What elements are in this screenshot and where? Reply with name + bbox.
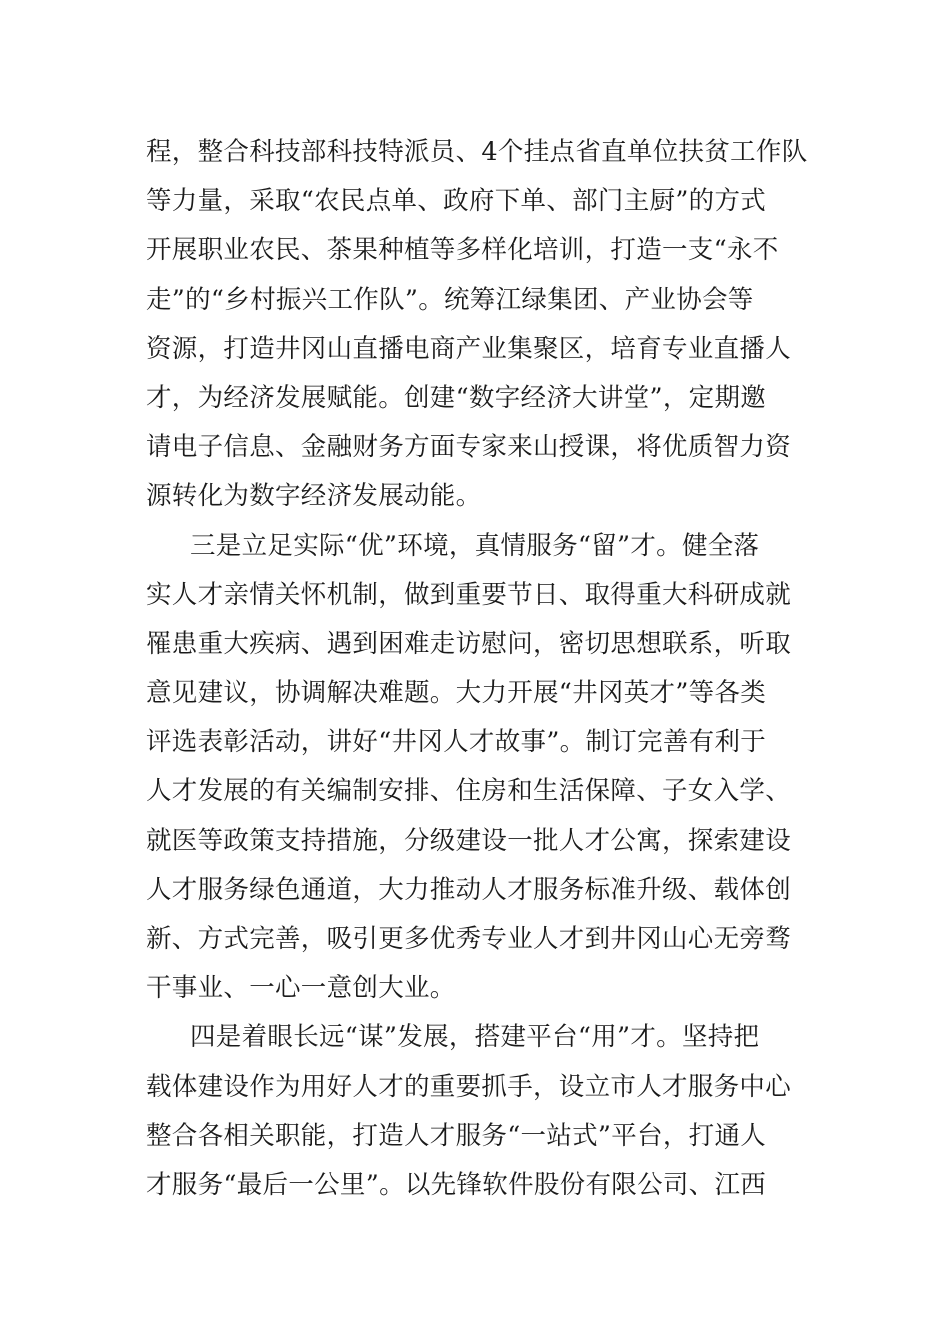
paragraph-heading-line: 四是着眼长远“谋”发展，搭建平台“用”才。坚持把 [190, 1022, 760, 1053]
text-line: 才，为经济发展赋能。创建“数字经济大讲堂”，定期邀 [146, 382, 767, 413]
text-line: 新、方式完善，吸引更多优秀专业人才到井冈山心无旁骛 [146, 924, 792, 954]
text-line: 意见建议，协调解决难题。大力开展“井冈英才”等各类 [146, 678, 767, 709]
text-line: 整合各相关职能，打造人才服务“一站式”平台，打通人 [146, 1120, 767, 1151]
paragraph-heading-line: 三是立足实际“优”环境，真情服务“留”才。健全落 [190, 530, 760, 561]
text-line: 程，整合科技部科技特派员、4个挂点省直单位扶贫工作队 [146, 137, 808, 167]
text-line: 干事业、一心一意创大业。 [146, 973, 456, 1004]
text-line: 人才发展的有关编制安排、住房和生活保障、子女入学、 [146, 776, 792, 807]
text-line: 等力量，采取“农民点单、政府下单、部门主厨”的方式 [146, 186, 767, 217]
text-line: 源转化为数字经济发展动能。 [146, 481, 482, 512]
text-line: 人才服务绿色通道，大力推动人才服务标准升级、载体创 [146, 874, 792, 905]
text-line: 走”的“乡村振兴工作队”。统筹江绿集团、产业协会等 [146, 284, 754, 315]
text-line: 就医等政策支持措施，分级建设一批人才公寓，探索建设 [146, 825, 792, 856]
text-line: 罹患重大疾病、遇到困难走访慰问，密切思想联系，听取 [146, 628, 792, 659]
text-line: 评选表彰活动，讲好“井冈人才故事”。制订完善有利于 [146, 727, 767, 758]
text-line: 载体建设作为用好人才的重要抓手，设立市人才服务中心 [146, 1071, 792, 1102]
text-line: 实人才亲情关怀机制，做到重要节日、取得重大科研成就 [146, 579, 792, 610]
text-line: 才服务“最后一公里”。以先锋软件股份有限公司、江西 [146, 1169, 767, 1200]
text-line: 请电子信息、金融财务方面专家来山授课，将优质智力资 [146, 432, 792, 463]
document-body [146, 128, 836, 1210]
text-line: 资源，打造井冈山直播电商产业集聚区，培育专业直播人 [146, 333, 792, 364]
text-line: 开展职业农民、茶果种植等多样化培训，打造一支“永不 [146, 235, 779, 266]
